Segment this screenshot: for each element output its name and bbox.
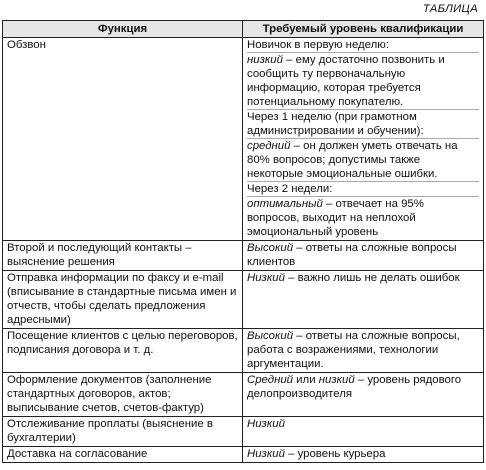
header-function: Функция	[3, 21, 243, 38]
function-cell: Отправка информации по факсу и e-mail (вписывание в стандартные письма имен и отчеств, чтобы сделать предложения адресными)	[3, 271, 243, 329]
level-description: – уровень курьера	[284, 448, 386, 460]
level-cell	[243, 329, 484, 373]
level-description: или	[293, 374, 319, 386]
level-description: – важно лишь не делать ошибок	[284, 272, 460, 284]
level-description: – ответы на сложные вопросы клиентов	[247, 242, 457, 268]
function-cell: Доставка на согласование	[3, 447, 243, 463]
level-description: – ответы на сложные вопросы, работа с возражениями, технологии аргументации.	[247, 330, 460, 370]
level-grade: Средний	[247, 374, 294, 386]
level-grade: средний	[247, 140, 291, 152]
function-cell: Посещение клиентов с целью переговоров, подписания договора и т. д.	[3, 329, 243, 373]
level-text	[247, 373, 479, 401]
level-description: Через 1 неделю (при грамотном администрировании и обучении):	[247, 111, 424, 137]
level-description: – отвечает на 95% вопросов, выходит на неплохой эмоциональный уровень	[247, 198, 424, 238]
level-grade: Низкий	[247, 418, 285, 430]
level-grade: низкий	[318, 374, 355, 386]
qualification-table	[2, 20, 484, 463]
level-description: – он должен уметь отвечать на 80% вопросов; допустимы также некоторые эмоциональные ошибки.	[247, 140, 458, 180]
level-text	[247, 447, 479, 461]
table-body	[3, 38, 484, 463]
table-row	[3, 271, 484, 329]
level-cell	[243, 241, 484, 271]
table-row	[3, 373, 484, 417]
level-text	[247, 417, 479, 431]
level-grade: низкий	[247, 54, 283, 66]
function-cell: Отслеживание проплаты (выяснение в бухгалтерии)	[3, 417, 243, 447]
level-cell	[243, 373, 484, 417]
header-level: Требуемый уровень квалификации	[243, 21, 484, 38]
level-text	[247, 138, 479, 181]
table-row	[3, 329, 484, 373]
level-grade: оптимальный	[247, 198, 323, 210]
table-caption: ТАБЛИЦА	[422, 3, 478, 15]
level-cell	[243, 38, 484, 241]
function-cell: Оформление документов (заполнение стандартных договоров, актов; выписывание счетов, счетов-фактур)	[3, 373, 243, 417]
table-row	[3, 241, 484, 271]
level-cell	[243, 447, 484, 463]
level-text	[247, 38, 479, 52]
level-description: Через 2 недели:	[247, 183, 333, 195]
level-description: – уровень рядового делопроизводителя	[247, 374, 462, 400]
level-grade: Высокий	[247, 330, 294, 342]
level-grade: Высокий	[247, 242, 294, 254]
level-text	[247, 52, 479, 109]
header-row	[3, 21, 484, 38]
level-grade: Низкий	[247, 272, 285, 284]
level-description: – ему достаточно позвонить и сообщить ту первоначальную информацию, которая требуется потенциальному покупателю.	[247, 54, 445, 108]
level-text	[247, 181, 479, 196]
level-text	[247, 241, 479, 269]
function-cell: Обзвон	[3, 38, 243, 241]
level-text	[247, 196, 479, 239]
table-row	[3, 447, 484, 463]
table-row	[3, 417, 484, 447]
level-cell	[243, 271, 484, 329]
level-text	[247, 109, 479, 138]
level-description: Новичок в первую неделю:	[247, 39, 389, 51]
function-cell: Второй и последующий контакты – выяснение решения	[3, 241, 243, 271]
level-cell	[243, 417, 484, 447]
level-text	[247, 271, 479, 285]
level-text	[247, 329, 479, 371]
table-row	[3, 38, 484, 241]
level-grade: Низкий	[247, 448, 285, 460]
